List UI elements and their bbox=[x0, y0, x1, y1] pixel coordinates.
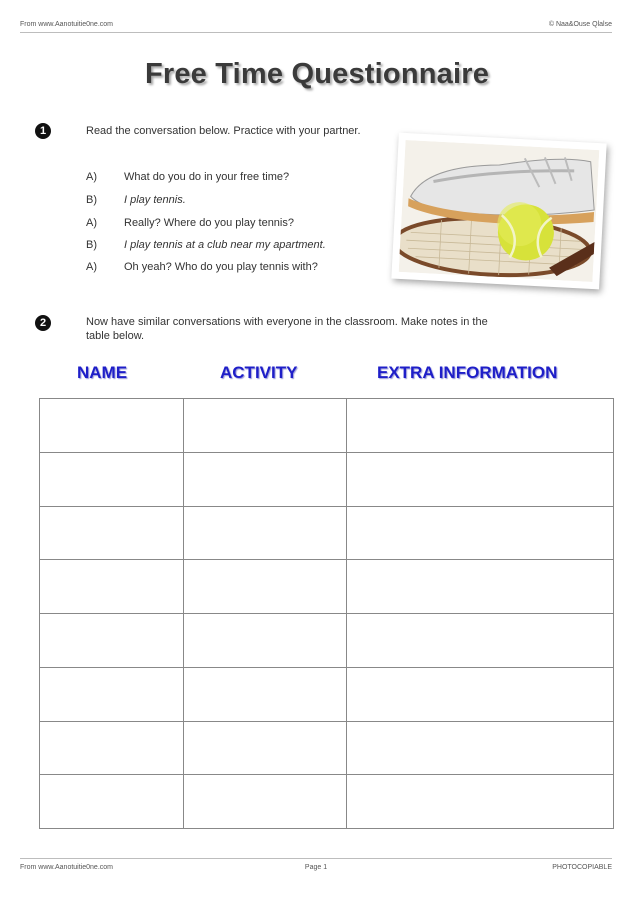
table-row bbox=[40, 775, 614, 829]
activity-cell[interactable] bbox=[183, 721, 347, 775]
activity-cell[interactable] bbox=[183, 399, 347, 453]
extra-info-cell[interactable] bbox=[347, 452, 614, 506]
page-footer bbox=[20, 858, 612, 873]
activity-cell[interactable] bbox=[183, 560, 347, 614]
tennis-photo bbox=[391, 133, 606, 290]
activity-cell[interactable] bbox=[183, 775, 347, 829]
dialogue-text: Really? Where do you play tennis? bbox=[124, 217, 294, 229]
speaker-label: A) bbox=[86, 171, 97, 183]
section2-instruction-line1: Now have similar conversations with everyone in the classroom. Make notes in the bbox=[86, 316, 488, 328]
dialogue-text: Oh yeah? Who do you play tennis with? bbox=[124, 261, 318, 273]
step-1-badge: 1 bbox=[35, 123, 51, 139]
activity-cell[interactable] bbox=[183, 667, 347, 721]
step-2-badge: 2 bbox=[35, 315, 51, 331]
header-copyright: © Naa&Ouse Qlalse bbox=[548, 21, 612, 28]
extra-info-cell[interactable] bbox=[347, 506, 614, 560]
footer-photocopiable: PHOTOCOPIABLE bbox=[552, 864, 612, 871]
activity-cell[interactable] bbox=[183, 614, 347, 668]
speaker-label: A) bbox=[86, 261, 97, 273]
extra-info-cell[interactable] bbox=[347, 667, 614, 721]
column-header-activity: ACTIVITY bbox=[220, 363, 298, 382]
name-cell[interactable] bbox=[40, 667, 184, 721]
name-cell[interactable] bbox=[40, 452, 184, 506]
section2-instruction bbox=[86, 315, 488, 343]
speaker-label: B) bbox=[86, 239, 97, 251]
dialogue-text: What do you do in your free time? bbox=[124, 171, 290, 183]
activity-cell[interactable] bbox=[183, 506, 347, 560]
table-row bbox=[40, 614, 614, 668]
name-cell[interactable] bbox=[40, 399, 184, 453]
section1-instruction: Read the conversation below. Practice with your partner. bbox=[86, 125, 361, 137]
extra-info-cell[interactable] bbox=[347, 399, 614, 453]
header-source: From www.Aanotuitie0ne.com bbox=[20, 21, 113, 28]
footer-page-number: Page 1 bbox=[304, 864, 328, 871]
name-cell[interactable] bbox=[40, 721, 184, 775]
extra-info-cell[interactable] bbox=[347, 775, 614, 829]
table-row bbox=[40, 399, 614, 453]
column-header-name: NAME bbox=[77, 363, 128, 382]
extra-info-cell[interactable] bbox=[347, 560, 614, 614]
table-row bbox=[40, 452, 614, 506]
dialogue-text: I play tennis at a club near my apartment. bbox=[124, 239, 326, 251]
tennis-image bbox=[399, 140, 600, 282]
extra-info-cell[interactable] bbox=[347, 721, 614, 775]
speaker-label: A) bbox=[86, 217, 97, 229]
name-cell[interactable] bbox=[40, 560, 184, 614]
dialogue-line bbox=[86, 171, 289, 183]
table-row bbox=[40, 667, 614, 721]
table-row bbox=[40, 560, 614, 614]
section2-instruction-line2: table below. bbox=[86, 330, 145, 342]
dialogue-text: I play tennis. bbox=[124, 194, 186, 206]
extra-info-cell[interactable] bbox=[347, 614, 614, 668]
name-cell[interactable] bbox=[40, 775, 184, 829]
notes-table bbox=[39, 398, 614, 829]
dialogue-line bbox=[86, 261, 318, 273]
table-row bbox=[40, 506, 614, 560]
page-title: Free Time Questionnaire bbox=[144, 58, 490, 90]
name-cell[interactable] bbox=[40, 614, 184, 668]
table-row bbox=[40, 721, 614, 775]
dialogue-line bbox=[86, 194, 186, 206]
column-header-extra-information: EXTRA INFORMATION bbox=[377, 363, 558, 382]
speaker-label: B) bbox=[86, 194, 97, 206]
footer-source: From www.Aanotuitie0ne.com bbox=[20, 864, 113, 871]
name-cell[interactable] bbox=[40, 506, 184, 560]
dialogue-line bbox=[86, 239, 326, 251]
activity-cell[interactable] bbox=[183, 452, 347, 506]
page-header bbox=[20, 20, 612, 33]
dialogue-line bbox=[86, 217, 294, 229]
